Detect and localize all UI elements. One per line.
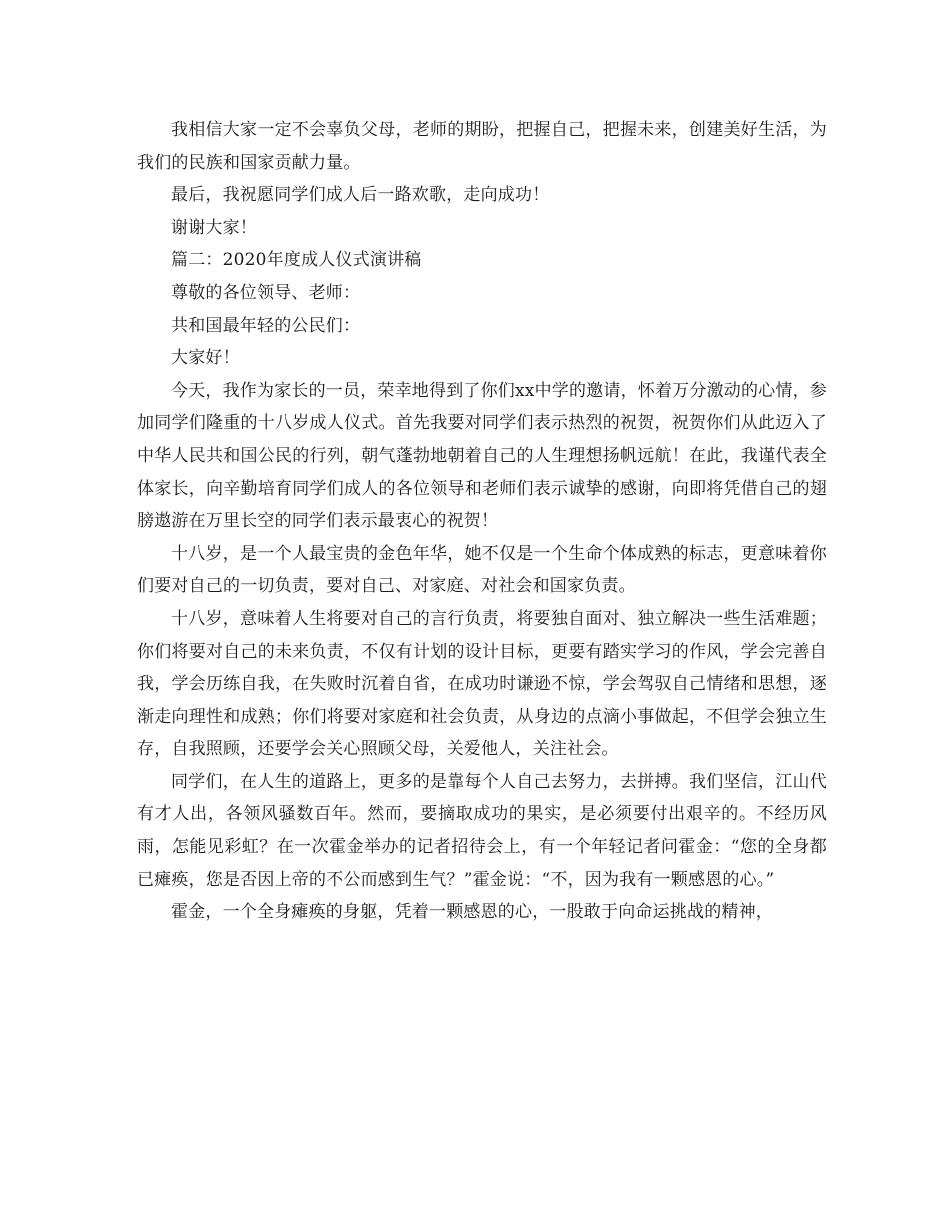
salutation-citizens: 共和国最年轻的公民们：	[171, 315, 361, 336]
paragraph-closing-wish: 最后，我祝愿同学们成人后一路欢歌，走向成功！	[171, 185, 550, 206]
paragraph-eighteen-meaning: 十八岁，是一个人最宝贵的金色年华，她不仅是一个生命个体成熟的标志，更意味着你们要对自己的一切负责，要对自己、对家庭、对社会和国家负责。	[137, 543, 827, 597]
paragraph-closing-belief: 我相信大家一定不会辜负父母，老师的期盼，把握自己，把握未来，创建美好生活，为我们的民族和国家贡献力量。	[137, 120, 827, 173]
paragraph-eighteen-responsibility: 十八岁，意味着人生将要对自己的言行负责，将要独自面对、独立解决一些生活难题；你们将要对自己的未来负责，不仅有计划的设计目标，更要有踏实学习的作风，学会完善自我，学会历练自我，在失败时沉着自省，在成功时谦逊不惊，学会驾驭自己情绪和思想，逐渐走向理性和成熟；你们将要对家庭和社会负责，从身边的点滴小事做起，不但学会独立生存，自我照顾，还要学会关心照顾父母，关爱他人，关注社会。	[137, 608, 827, 760]
paragraph-hawking-story: 同学们，在人生的道路上，更多的是靠每个人自己去努力，去拼搏。我们坚信，江山代有才人出，各领风骚数百年。然而，要摘取成功的果实，是必须要付出艰辛的。不经历风雨，怎能见彩虹？在一次霍金举办的记者招待会上，有一个年轻记者问霍金：“您的全身都已瘫痪，您是否因上帝的不公而感到生气？”霍金说：“不，因为我有一颗感恩的心。”	[137, 771, 827, 890]
section-heading: 篇二：2020年度成人仪式演讲稿	[171, 250, 422, 271]
paragraph-hawking-continued: 霍金，一个全身瘫痪的身躯，凭着一颗感恩的心，一股敢于向命运挑战的精神，	[171, 902, 773, 923]
paragraph-thanks: 谢谢大家！	[171, 217, 257, 238]
paragraph-introduction: 今天，我作为家长的一员，荣幸地得到了你们xx中学的邀请，怀着万分激动的心情，参加同学们隆重的十八岁成人仪式。首先我要对同学们表示热烈的祝贺，祝贺你们从此迈入了中华人民共和国公民的行列，朝气蓬勃地朝着自己的人生理想扬帆远航！在此，我谨代表全体家长，向辛勤培育同学们成人的各位领导和老师们表示诚挚的感谢，向即将凭借自己的翅膀遨游在万里长空的同学们表示最衷心的祝贺！	[137, 380, 827, 532]
greeting: 大家好！	[171, 348, 240, 369]
salutation-leaders: 尊敬的各位领导、老师：	[171, 282, 361, 303]
document-body	[137, 114, 827, 929]
